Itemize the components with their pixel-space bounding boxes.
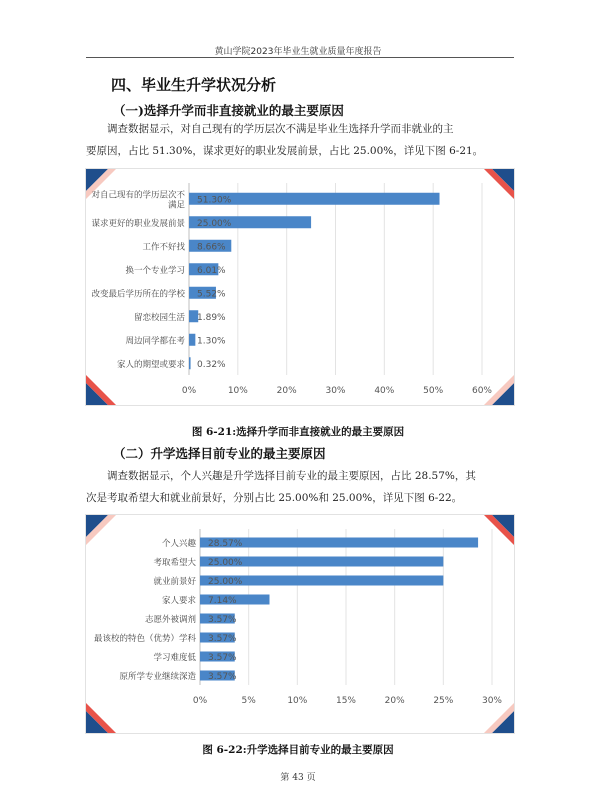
paragraph-line: [86, 140, 514, 162]
category-label: 家人的期望或要求: [116, 359, 185, 370]
chart-svg: [86, 169, 514, 405]
bar-value-label: 3.57%: [208, 615, 237, 625]
x-tick-label: 10%: [287, 696, 308, 706]
chart-major-choice-reasons: [85, 514, 515, 734]
figure-caption-6-21: 图 6-21:选择升学而非直接就业的最主要原因: [191, 426, 405, 438]
bar-value-label: 1.30%: [197, 336, 226, 347]
x-tick-label: 50%: [423, 386, 444, 396]
category-label: 考取希望大: [153, 558, 196, 568]
bar-value-label: 5.52%: [197, 289, 226, 300]
x-tick-label: 25%: [433, 696, 454, 706]
category-label: 原所学专业继续深造: [119, 672, 196, 682]
x-tick-label: 15%: [335, 696, 357, 706]
bar-value-label: 3.57%: [208, 672, 237, 682]
bar-value-label: 25.00%: [208, 577, 243, 587]
bar: [189, 334, 195, 346]
x-tick-label: 10%: [227, 386, 248, 396]
category-label: 家人要求: [161, 596, 196, 606]
header-rule: [86, 57, 514, 58]
category-label: 留恋校园生活: [133, 312, 185, 323]
category-label: 最该校的特色（优势）学科: [93, 634, 196, 644]
subsection-1-title: （一)选择升学而非直接就业的最主要原因: [113, 103, 344, 118]
x-tick-label: 0%: [192, 696, 208, 706]
paragraph-line: [86, 465, 514, 487]
x-tick-label: 40%: [374, 386, 395, 396]
x-tick-label: 30%: [325, 386, 346, 396]
header-title: 黄山学院2023年毕业生就业质量年度报告: [214, 47, 382, 57]
paragraph-text: 要原因，占比 51.30%，谋求更好的职业发展前景，占比 25.00%，详见下图 6-21。: [86, 145, 484, 157]
category-label: 个人兴趣: [161, 539, 196, 549]
bar: [189, 357, 191, 369]
x-tick-label: 60%: [471, 386, 493, 396]
subsection-1-paragraph: [86, 118, 514, 162]
category-label: 换一个专业学习: [125, 265, 185, 276]
category-label: 学习难度低: [153, 653, 196, 663]
bar-value-label: 0.32%: [197, 359, 226, 370]
category-label: 工作不好找: [142, 242, 185, 253]
bar-value-label: 6.01%: [197, 265, 226, 276]
bar-value-label: 3.57%: [208, 634, 237, 644]
category-label: 谋求更好的职业发展前景: [91, 218, 185, 229]
bar-value-label: 7.14%: [208, 596, 237, 606]
category-label: 就业前景好: [153, 577, 196, 587]
bar-value-label: 3.57%: [208, 653, 237, 663]
category-label: 满足: [167, 200, 185, 211]
paragraph-text: 调查数据显示，个人兴趣是升学选择目前专业的最主要原因，占比 28.57%，其: [107, 470, 476, 482]
category-label: 周边同学都在考: [125, 336, 185, 347]
x-tick-label: 20%: [384, 696, 405, 706]
page-number: 第 43 页: [280, 773, 316, 783]
figure-caption-6-22: 图 6-22:升学选择目前专业的最主要原因: [202, 744, 394, 756]
x-tick-label: 0%: [181, 386, 197, 396]
bar-value-label: 25.00%: [197, 218, 232, 229]
paragraph-text: 次是考取希望大和就业前景好，分别占比 25.00%和 25.00%，详见下图 6-22。: [86, 492, 463, 504]
section-title: 四、毕业生升学状况分析: [111, 76, 277, 94]
paragraph-line: [86, 487, 514, 509]
bar-value-label: 51.30%: [197, 195, 232, 206]
x-tick-label: 30%: [481, 696, 503, 706]
paragraph-line: [86, 118, 514, 140]
category-label: 改变最后学历所在的学校: [91, 289, 185, 300]
bar-value-label: 8.66%: [197, 242, 226, 253]
x-tick-label: 20%: [276, 386, 297, 396]
bar-value-label: 25.00%: [208, 558, 243, 568]
x-tick-label: 5%: [241, 696, 256, 706]
category-label: 对自己现有的学历层次不: [91, 190, 185, 201]
bar-value-label: 28.57%: [208, 539, 243, 549]
bar-value-label: 1.89%: [197, 312, 226, 323]
subsection-2-title: （二）升学选择目前专业的最主要原因: [113, 446, 326, 461]
paragraph-text: 调查数据显示，对自己现有的学历层次不满是毕业生选择升学而非就业的主: [107, 123, 454, 135]
chart-upgrade-reasons: [85, 168, 515, 406]
chart-svg: [86, 515, 514, 733]
subsection-2-paragraph: [86, 465, 514, 509]
category-label: 志愿外被调剂: [144, 615, 196, 625]
